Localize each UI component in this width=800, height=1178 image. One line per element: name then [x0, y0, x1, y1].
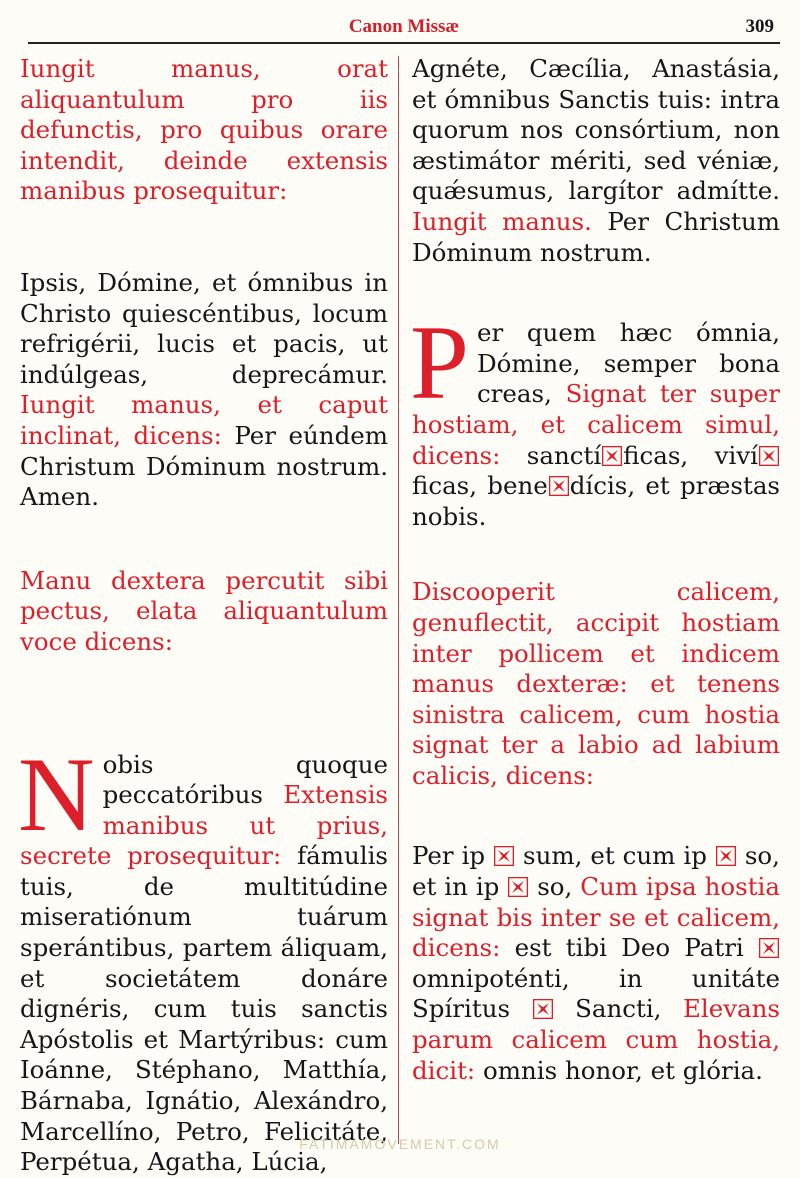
page-number: 309: [745, 16, 774, 37]
word-part: sanctí: [526, 440, 602, 470]
prayer-ipsis: [20, 268, 388, 513]
per-quem-text-1: er quem hæc ómnia, Dómine, semper bona creas,: [476, 318, 780, 409]
cross-icon: [759, 446, 779, 466]
doxology-part-4: so,: [537, 872, 573, 902]
prayer-ipsis-text: Ipsis, Dómine, et ómnibus in Christo quiescéntibus, locum refrigérii, lucis et pacis, ut indúlgeas, deprecámur.: [20, 267, 388, 389]
per-quem-word-3: [487, 471, 635, 500]
doxology-part-8: omnis honor, et glória.: [482, 1055, 763, 1085]
watermark: FATIMAMOVEMENT.COM: [299, 1136, 501, 1152]
left-column: [20, 54, 388, 1178]
cross-icon: [716, 846, 736, 866]
word-part: viví: [714, 440, 758, 470]
word-part: ficas,: [412, 471, 478, 501]
page-title: Canon Missæ: [348, 16, 460, 37]
doxology-part-1: Per ip: [412, 841, 486, 871]
cross-icon: [549, 476, 569, 496]
per-quem-text-2: et præstas nobis.: [412, 471, 780, 531]
prayer-per-quem: [410, 304, 780, 532]
prayer-doxology: [412, 841, 780, 1086]
doxology-part-2: sum, et cum ip: [523, 841, 707, 871]
prayer-ipsis-end: Per eúndem Christum Dóminum nostrum. Amen.: [20, 420, 388, 512]
rubric-discooperit: Discooperit calicem, genuflectit, accipit hostiam inter pollicem et indicem manus dexteræ: et tenens sinistra calicem, cum hostia signat ter a labio ad labium calicis, dicens:: [412, 577, 780, 790]
page-header: [28, 14, 780, 44]
dropcap-n: N: [18, 735, 95, 853]
column-divider: [398, 56, 399, 1144]
prayer-ipsis-rubric: Iungit manus, et caput inclinat, dicens:: [20, 390, 388, 450]
prayer-nobis-text-1: obis quoque peccatóribus: [102, 749, 388, 810]
word-part: dícis,: [569, 471, 636, 501]
cross-icon: [494, 846, 514, 866]
prayer-nobis-rubric: Extensis manibus ut prius, secrete prosequitur:: [20, 780, 388, 871]
per-quem-word-1: [527, 441, 688, 470]
doxology-part-5: est tibi Deo Patri: [514, 933, 744, 963]
continuation-text: Agnéte, Cæcília, Anastásia, et ómnibus Sanctis tuis: intra quorum nos consórtium, non æstimátor mériti, sed véniæ, quǽsumus, largítor admítte.: [412, 54, 780, 206]
continuation-rubric: Iungit manus.: [412, 206, 592, 236]
word-part: ficas,: [623, 440, 689, 470]
doxology-part-3: so, et in ip: [412, 841, 780, 902]
cross-icon: [533, 999, 553, 1019]
doxology-rubric-2: Elevans parum calicem cum hostia, dicit:: [412, 994, 781, 1085]
cross-icon: [508, 877, 528, 897]
prayer-continuation: [412, 54, 780, 268]
cross-icon: [759, 938, 779, 958]
prayer-nobis-text-2: fámulis tuis, de multitúdine miseratiónum tuárum sperántibus, partem áliquam, et societátem donáre dignéris, cum tuis sanctis Apóstolis et Martýribus: cum Ioánne, Stéphano, Matthía, Bárnaba, Ignátio, Alexándro, Marcellíno, Petro, Felicitáte, Perpétua, Agatha, Lúcia,: [20, 841, 388, 1177]
doxology-part-6: omnipoténti, in unitáte Spíritus: [412, 963, 780, 1024]
rubric-defunctis: Iungit manus, orat aliquantulum pro iis defunctis, pro quibus orare intendit, deinde extensis manibus prosequitur:: [20, 54, 388, 206]
right-column: [412, 54, 780, 1086]
per-quem-rubric: Signat ter super hostiam, et calicem simul, dicens:: [412, 379, 780, 470]
doxology-part-7: Sancti,: [575, 994, 662, 1024]
doxology-rubric-1: Cum ipsa hostia signat bis inter se et calicem, dicens:: [412, 872, 780, 963]
continuation-end: Per Christum Dóminum nostrum.: [412, 206, 780, 267]
cross-icon: [602, 446, 622, 466]
prayer-nobis: [18, 735, 388, 1178]
dropcap-p: P: [410, 304, 469, 422]
word-part: bene: [487, 471, 548, 501]
rubric-pectus: Manu dextera percutit sibi pectus, elata aliquantulum voce dicens:: [20, 565, 388, 656]
